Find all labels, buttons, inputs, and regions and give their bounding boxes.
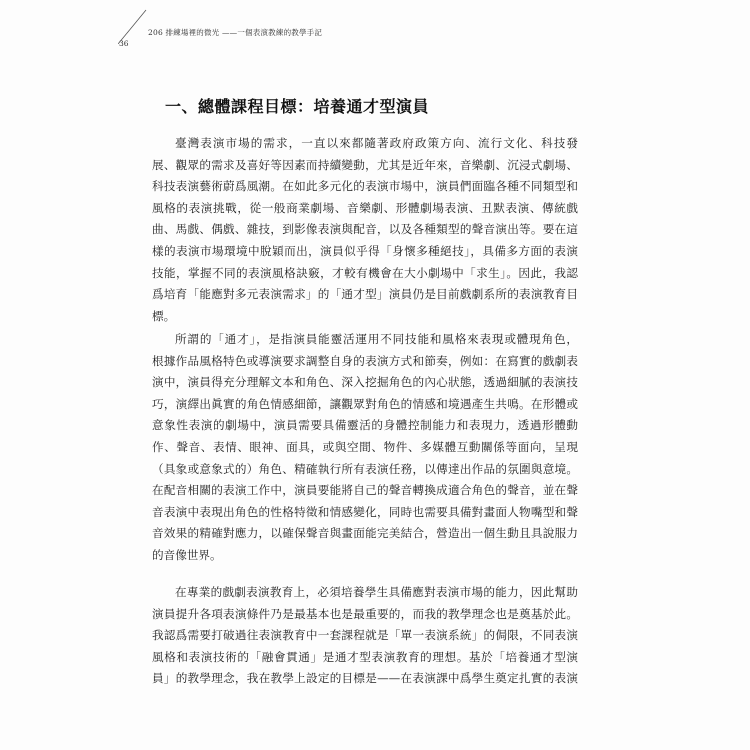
paragraph-line: 的音像世界。 bbox=[152, 547, 222, 562]
paragraph-line: 我認爲需要打破過往表演教育中一套課程就是「單一表演系統」的侷限，不同表演 bbox=[152, 628, 578, 643]
paragraph-line: 在專業的戲劇表演教育上，必須培養學生具備應對表演市場的能力，因此幫助 bbox=[175, 585, 578, 599]
paragraph-line: （具象或意象式的）角色、精確執行所有表演任務，以傳達出作品的氛圍與意境。 bbox=[152, 461, 578, 476]
paragraph-line: 在配音相關的表演工作中，演員要能將自己的聲音轉換成適合角色的聲音，並在聲 bbox=[152, 483, 578, 498]
paragraph-line: 意象性表演的劇場中，演員需要具備靈活的身體控制能力和表現力，透過形體動 bbox=[152, 418, 578, 433]
paragraph-1 bbox=[152, 133, 578, 327]
paragraph-line: 作、聲音、表情、眼神、面具，或與空間、物件、多媒體互動關係等面向，呈現 bbox=[152, 439, 578, 454]
paragraph-line: 樣的表演市場環境中脫穎而出，演員似乎得「身懷多種絕技」，具備多方面的表演 bbox=[152, 243, 578, 258]
paragraph-line: 展、觀眾的需求及喜好等因素而持續變動，尤其是近年來，音樂劇、沉浸式劇場、 bbox=[152, 157, 578, 172]
header-divider-line bbox=[118, 0, 148, 44]
page-number: 36 bbox=[119, 39, 129, 48]
paragraph-3 bbox=[152, 582, 578, 690]
paragraph-line: 演中，演員得充分理解文本和角色、深入挖掘角色的內心狀態，透過細膩的表演技 bbox=[152, 375, 578, 390]
paragraph-line: 爲培育「能應對多元表演需求」的「通才型」演員仍是目前戲劇系所的表演教育目 bbox=[152, 287, 578, 302]
running-head: 206 排練場裡的微光 ——一個表演教練的教學手記 bbox=[148, 28, 323, 37]
paragraph-line: 音表演中表現出角色的性格特徵和情感變化，同時也需要具備對畫面人物嘴型和聲 bbox=[152, 504, 578, 519]
paragraph-line: 技能，掌握不同的表演風格訣竅，才較有機會在大小劇場中「求生」。因此，我認 bbox=[152, 265, 578, 280]
paragraph-line: 演員提升各項表演條件乃是最基本也是最重要的，而我的教學理念也是奠基於此。 bbox=[152, 606, 578, 621]
paragraph-line: 標。 bbox=[152, 308, 176, 323]
paragraph-line: 根據作品風格特色或導演要求調整自身的表演方式和節奏，例如：在寫實的戲劇表 bbox=[152, 353, 578, 368]
paragraph-2 bbox=[152, 329, 578, 567]
paragraph-line: 所謂的「通才」，是指演員能靈活運用不同技能和風格來表現或體現角色， bbox=[175, 332, 578, 346]
paragraph-line: 風格和表演技術的「融會貫通」是通才型表演教育的理想。基於「培養通才型演 bbox=[152, 649, 578, 664]
paragraph-line: 臺灣表演市場的需求，一直以來都隨著政府政策方向、流行文化、科技發 bbox=[175, 136, 578, 150]
section-title: 一、總體課程目標：培養通才型演員 bbox=[165, 97, 430, 116]
paragraph-line: 科技表演藝術蔚爲風潮。在如此多元化的表演市場中，演員們面臨各種不同類型和 bbox=[152, 179, 578, 194]
paragraph-line: 員」的教學理念，我在教學上設定的目標是——在表演課中爲學生奠定扎實的表演 bbox=[152, 671, 578, 686]
paragraph-line: 風格的表演挑戰，從一般商業劇場、音樂劇、形體劇場表演、丑默表演、傳統戲 bbox=[152, 200, 578, 215]
paragraph-line: 曲、馬戲、偶戲、雜技，到影像表演與配音，以及各種類型的聲音演出等。要在這 bbox=[152, 222, 578, 237]
paragraph-line: 音效果的精確對應力，以確保聲音與畫面能完美結合，營造出一個生動且具說服力 bbox=[152, 526, 578, 541]
paragraph-line: 巧，演繹出眞實的角色情感細節，讓觀眾對角色的情感和境遇產生共鳴。在形體或 bbox=[152, 396, 578, 411]
